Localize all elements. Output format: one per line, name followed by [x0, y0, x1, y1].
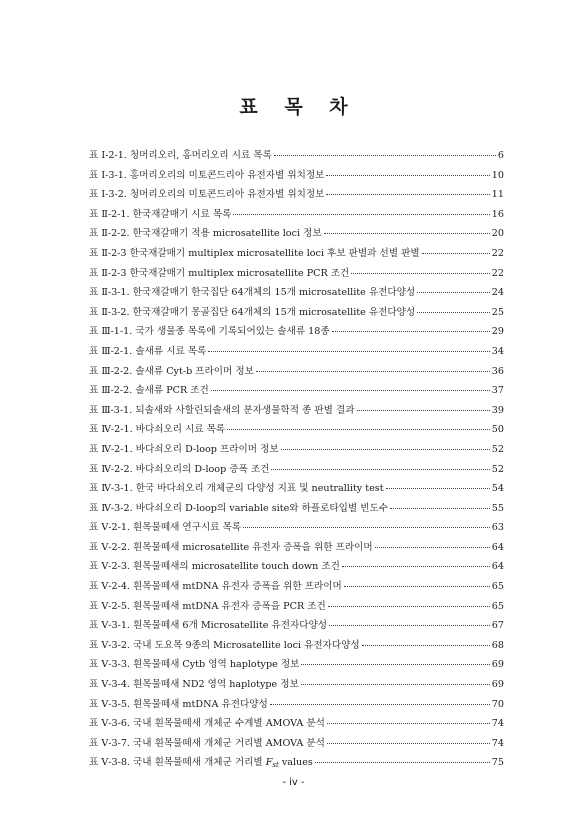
toc-entry-page-number: 68: [491, 639, 504, 651]
toc-entry-label: 표 Ⅳ-3-1. 한국 바다쇠오리 개체군의 다양성 지표 및 neutrallity test: [89, 483, 384, 495]
toc-entry-page-number: 39: [491, 404, 504, 416]
toc-entry-label: 표 Ⅳ-2-1. 바다쇠오리 D-loop 프라이머 정보: [89, 443, 279, 455]
dot-leader: [362, 645, 490, 646]
toc-entry-label: 표 Ⅴ-3-3. 흰목물떼새 Cytb 영역 haplotype 정보: [89, 659, 300, 671]
toc-entry-page-number: 20: [491, 228, 504, 240]
toc-entry-page-number: 74: [491, 737, 504, 749]
table-of-contents-list: [89, 146, 504, 773]
dot-leader: [208, 351, 489, 352]
toc-entry-page-number: 34: [491, 345, 504, 357]
toc-entry-label: 표 Ⅲ-2-1. 솔새류 시료 목록: [89, 345, 207, 357]
toc-entry[interactable]: [89, 420, 504, 440]
dot-leader: [281, 449, 490, 450]
dot-leader: [417, 312, 490, 313]
toc-entry-page-number: 37: [491, 385, 504, 397]
dot-leader: [315, 762, 490, 763]
toc-entry-label: 표 Ⅴ-3-2. 국내 도요목 9종의 Microsatellite loci 유전자다양성: [89, 639, 360, 651]
dot-leader: [422, 253, 490, 254]
toc-entry[interactable]: [89, 499, 504, 519]
toc-entry-page-number: 65: [491, 581, 504, 593]
toc-entry[interactable]: [89, 695, 504, 715]
dot-leader: [417, 292, 490, 293]
toc-entry-label: 표 Ⅴ-3-5. 흰목물떼새 mtDNA 유전다양성: [89, 698, 268, 710]
toc-entry[interactable]: [89, 655, 504, 675]
dot-leader: [274, 155, 496, 156]
toc-entry-label: 표 Ⅴ-2-1. 흰목물떼새 연구시료 목록: [89, 522, 242, 534]
toc-entry[interactable]: [89, 224, 504, 244]
dot-leader: [327, 743, 490, 744]
toc-entry-label: 표 Ⅲ-2-2. 솔새류 Cyt-b 프라이머 정보: [89, 365, 254, 377]
toc-entry-page-number: 67: [491, 620, 504, 632]
toc-entry-page-number: 24: [491, 287, 504, 299]
toc-entry-page-number: 74: [491, 718, 504, 730]
dot-leader: [351, 273, 489, 274]
toc-entry-label: 표 Ⅳ-3-2. 바다쇠오리 D-loop의 variable site와 하플로타입별 빈도수: [89, 502, 389, 514]
toc-entry[interactable]: [89, 205, 504, 225]
toc-entry-label: 표 Ⅱ-2-3 한국재갈매기 multiplex microsatellite loci 후보 판별과 선별 판별: [89, 247, 420, 259]
dot-leader: [270, 704, 490, 705]
toc-entry-page-number: 52: [491, 443, 504, 455]
toc-entry-label: 표 Ⅴ-3-8. 국내 흰목물떼새 개체군 거리별 $F_{st}$ values: [89, 757, 313, 770]
toc-entry-page-number: 11: [491, 189, 504, 201]
toc-entry[interactable]: [89, 146, 504, 166]
dot-leader: [357, 410, 490, 411]
dot-leader: [332, 331, 490, 332]
toc-entry-label: 표 Ⅲ-2-2. 솔새류 PCR 조건: [89, 385, 209, 397]
dot-leader: [324, 233, 490, 234]
dot-leader: [329, 625, 490, 626]
toc-entry-label: 표 Ⅴ-2-5. 흰목물떼새 mtDNA 유전자 증폭을 PCR 조건: [89, 600, 326, 612]
toc-entry[interactable]: [89, 675, 504, 695]
dot-leader: [390, 508, 490, 509]
dot-leader: [375, 547, 490, 548]
toc-entry-page-number: 16: [491, 208, 504, 220]
toc-entry-label: 표 Ⅱ-2-1. 한국재갈매기 시료 목록: [89, 208, 232, 220]
toc-entry[interactable]: [89, 616, 504, 636]
toc-entry[interactable]: [89, 479, 504, 499]
toc-entry[interactable]: [89, 264, 504, 284]
dot-leader: [326, 194, 489, 195]
toc-entry-page-number: 65: [491, 600, 504, 612]
toc-entry[interactable]: [89, 303, 504, 323]
toc-entry[interactable]: [89, 538, 504, 558]
toc-entry-page-number: 10: [491, 169, 504, 181]
toc-entry[interactable]: [89, 244, 504, 264]
toc-entry-label: 표 Ⅳ-2-1. 바다쇠오리 시료 목록: [89, 424, 226, 436]
dot-leader: [211, 390, 490, 391]
toc-entry[interactable]: [89, 166, 504, 186]
toc-entry-label: 표 Ⅴ-3-1. 흰목물떼새 6개 Microsatellite 유전자다양성: [89, 620, 328, 632]
toc-entry[interactable]: [89, 557, 504, 577]
toc-entry-label: 표 Ⅴ-3-7. 국내 흰목물떼새 개체군 거리별 AMOVA 분석: [89, 737, 325, 749]
toc-entry-page-number: 36: [491, 365, 504, 377]
toc-entry-label: 표 Ⅱ-3-1. 한국재갈매기 한국집단 64개체의 15개 microsatellite 유전다양성: [89, 287, 416, 299]
dot-leader: [256, 371, 490, 372]
toc-entry-page-number: 63: [491, 522, 504, 534]
toc-entry-page-number: 64: [491, 541, 504, 553]
toc-entry-page-number: 50: [491, 424, 504, 436]
toc-entry-label: 표 Ⅳ-2-2. 바다쇠오리의 D-loop 증폭 조건: [89, 463, 270, 475]
toc-entry-page-number: 64: [491, 561, 504, 573]
toc-entry-label: 표 Ⅰ-3-2. 청머리오리의 미토콘드리아 유전자별 위치정보: [89, 189, 325, 201]
toc-entry[interactable]: [89, 362, 504, 382]
toc-entry-page-number: 69: [491, 679, 504, 691]
toc-entry-label: 표 Ⅱ-2-2. 한국재갈매기 적용 microsatellite loci 정보: [89, 228, 322, 240]
toc-entry[interactable]: [89, 342, 504, 362]
toc-entry-label: 표 Ⅴ-2-2. 흰목물떼새 microsatellite 유전자 증폭을 위한 프라이머: [89, 541, 373, 553]
toc-entry[interactable]: [89, 440, 504, 460]
toc-entry-label: 표 Ⅱ-2-3 한국재갈매기 multiplex microsatellite PCR 조건: [89, 267, 350, 279]
toc-entry-page-number: 52: [491, 463, 504, 475]
toc-entry-label: 표 Ⅰ-2-1. 청머리오리, 홍머리오리 시료 목록: [89, 150, 272, 161]
toc-entry-page-number: 22: [491, 267, 504, 279]
toc-entry-page-number: 25: [491, 306, 504, 318]
toc-entry-label: 표 Ⅴ-2-4. 흰목물떼새 mtDNA 유전자 증폭을 위한 프라이머: [89, 581, 342, 593]
dot-leader: [327, 723, 490, 724]
dot-leader: [271, 469, 489, 470]
toc-entry-page-number: 75: [491, 757, 504, 769]
dot-leader: [243, 527, 490, 528]
toc-entry[interactable]: [89, 636, 504, 656]
toc-entry-label: 표 Ⅰ-3-1. 홍머리오리의 미토콘드리아 유전자별 위치정보: [89, 169, 325, 181]
dot-leader: [328, 606, 490, 607]
toc-entry[interactable]: [89, 597, 504, 617]
toc-entry-page-number: 70: [491, 698, 504, 710]
toc-entry[interactable]: [89, 401, 504, 421]
toc-entry-page-number: 6: [497, 150, 504, 161]
toc-entry[interactable]: [89, 734, 504, 754]
toc-entry[interactable]: [89, 322, 504, 342]
toc-entry-page-number: 22: [491, 247, 504, 259]
page-title: 표 목 차: [239, 96, 358, 118]
toc-entry-page-number: 69: [491, 659, 504, 671]
dot-leader: [344, 586, 490, 587]
toc-entry-label: 표 Ⅱ-3-2. 한국재갈매기 몽골집단 64개체의 15개 microsatellite 유전다양성: [89, 306, 416, 318]
toc-entry[interactable]: [89, 518, 504, 538]
dot-leader: [301, 664, 489, 665]
dot-leader: [227, 429, 490, 430]
toc-entry[interactable]: [89, 381, 504, 401]
toc-entry-page-number: 29: [491, 326, 504, 338]
toc-entry[interactable]: [89, 283, 504, 303]
dot-leader: [386, 488, 490, 489]
toc-entry-label: 표 Ⅲ-3-1. 되솔새와 사할린되솔새의 분자생물학적 종 판별 결과: [89, 404, 355, 416]
toc-entry[interactable]: [89, 185, 504, 205]
toc-entry-page-number: 55: [491, 502, 504, 514]
toc-entry-page-number: 54: [491, 483, 504, 495]
toc-entry[interactable]: [89, 460, 504, 480]
toc-entry-label: 표 Ⅴ-3-4. 흰목물떼새 ND2 영역 haplotype 정보: [89, 679, 299, 691]
toc-entry[interactable]: [89, 577, 504, 597]
toc-entry[interactable]: [89, 714, 504, 734]
toc-entry[interactable]: [89, 753, 504, 773]
dot-leader: [326, 175, 489, 176]
toc-entry-label: 표 Ⅴ-3-6. 국내 흰목물떼새 개체군 수계별 AMOVA 분석: [89, 718, 325, 730]
dot-leader: [233, 214, 489, 215]
page-number-footer: - iv -: [282, 777, 305, 788]
toc-entry-label: 표 Ⅴ-2-3. 흰목물떼새의 microsatellite touch down 조건: [89, 561, 340, 573]
dot-leader: [301, 684, 490, 685]
toc-entry-label: 표 Ⅲ-1-1. 국가 생물종 목록에 기록되어있는 솔새류 18종: [89, 326, 330, 338]
dot-leader: [342, 566, 490, 567]
